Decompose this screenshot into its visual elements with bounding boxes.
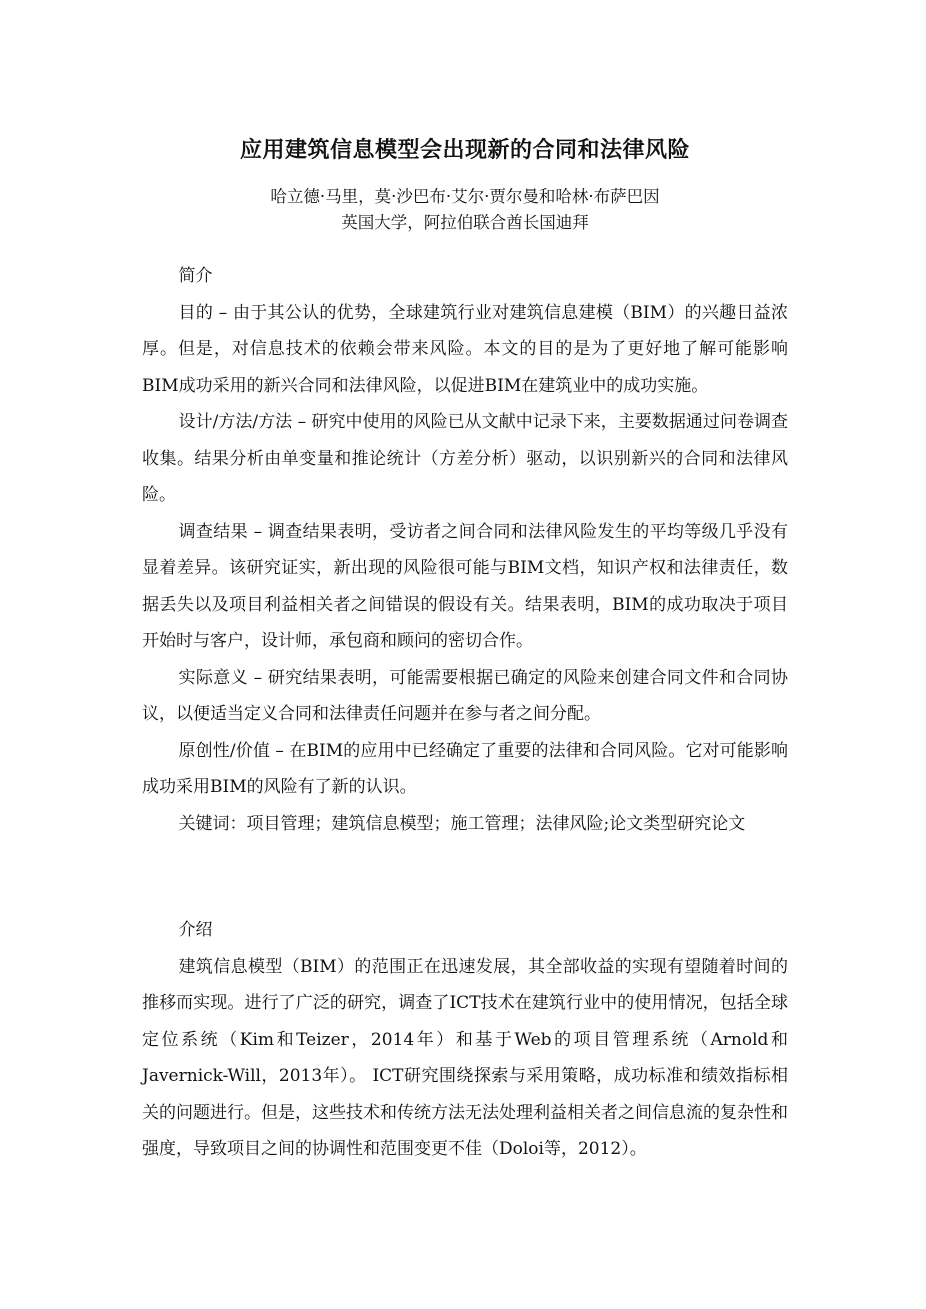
abstract-keywords: 关键词：项目管理；建筑信息模型；施工管理；法律风险;论文类型研究论文 (178, 813, 746, 834)
abstract-heading: 简介 (178, 266, 213, 286)
introduction-section (142, 912, 788, 1168)
author-names: 哈立德·马里，莫·沙巴布·艾尔·贾尔曼和哈林·布萨巴因 (270, 187, 660, 206)
author-block (142, 184, 788, 236)
abstract-purpose: 目的 – 由于其公认的优势，全球建筑行业对建筑信息建模（BIM）的兴趣日益浓厚。但是，对信息技术的依赖会带来风险。本文的目的是为了更好地了解可能影响BIM成功采用的新兴合同和法律风险，以促进BIM在建筑业中的成功实施。 (142, 302, 788, 396)
abstract-section (142, 258, 788, 842)
paper-title: 应用建筑信息模型会出现新的合同和法律风险 (239, 137, 690, 163)
abstract-implications: 实际意义 – 研究结果表明，可能需要根据已确定的风险来创建合同文件和合同协议，以便适当定义合同和法律责任问题并在参与者之间分配。 (142, 667, 788, 724)
abstract-design: 设计/方法/方法 – 研究中使用的风险已从文献中记录下来，主要数据通过问卷调查收集。结果分析由单变量和推论统计（方差分析）驱动，以识别新兴的合同和法律风险。 (142, 412, 788, 505)
abstract-findings: 调查结果 – 调查结果表明，受访者之间合同和法律风险发生的平均等级几乎没有显着差异。该研究证实，新出现的风险很可能与BIM文档，知识产权和法律责任，数据丢失以及项目利益相关者之间错误的假设有关。结果表明，BIM的成功取决于项目开始时与客户，设计师，承包商和顾问的密切合作。 (142, 521, 788, 651)
abstract-originality: 原创性/价值 – 在BIM的应用中已经确定了重要的法律和合同风险。它对可能影响成功采用BIM的风险有了新的认识。 (142, 740, 788, 797)
introduction-paragraph: 建筑信息模型（BIM）的范围正在迅速发展，其全部收益的实现有望随着时间的推移而实现。进行了广泛的研究，调查了ICT技术在建筑行业中的使用情况，包括全球定位系统（Kim和Teizer，2014年）和基于Web的项目管理系统（Arnold和Javernick-Will，2013年）。 ICT研究围绕探索与采用策略，成功标准和绩效指标相关的问题进行。但是，这些技术和传统方法无法处理利益相关者之间信息流的复杂性和强度，导致项目之间的协调性和范围变更不佳（Doloi等，2012）。 (142, 956, 788, 1159)
introduction-heading: 介绍 (178, 920, 213, 940)
author-affiliation: 英国大学，阿拉伯联合酋长国迪拜 (341, 213, 589, 232)
